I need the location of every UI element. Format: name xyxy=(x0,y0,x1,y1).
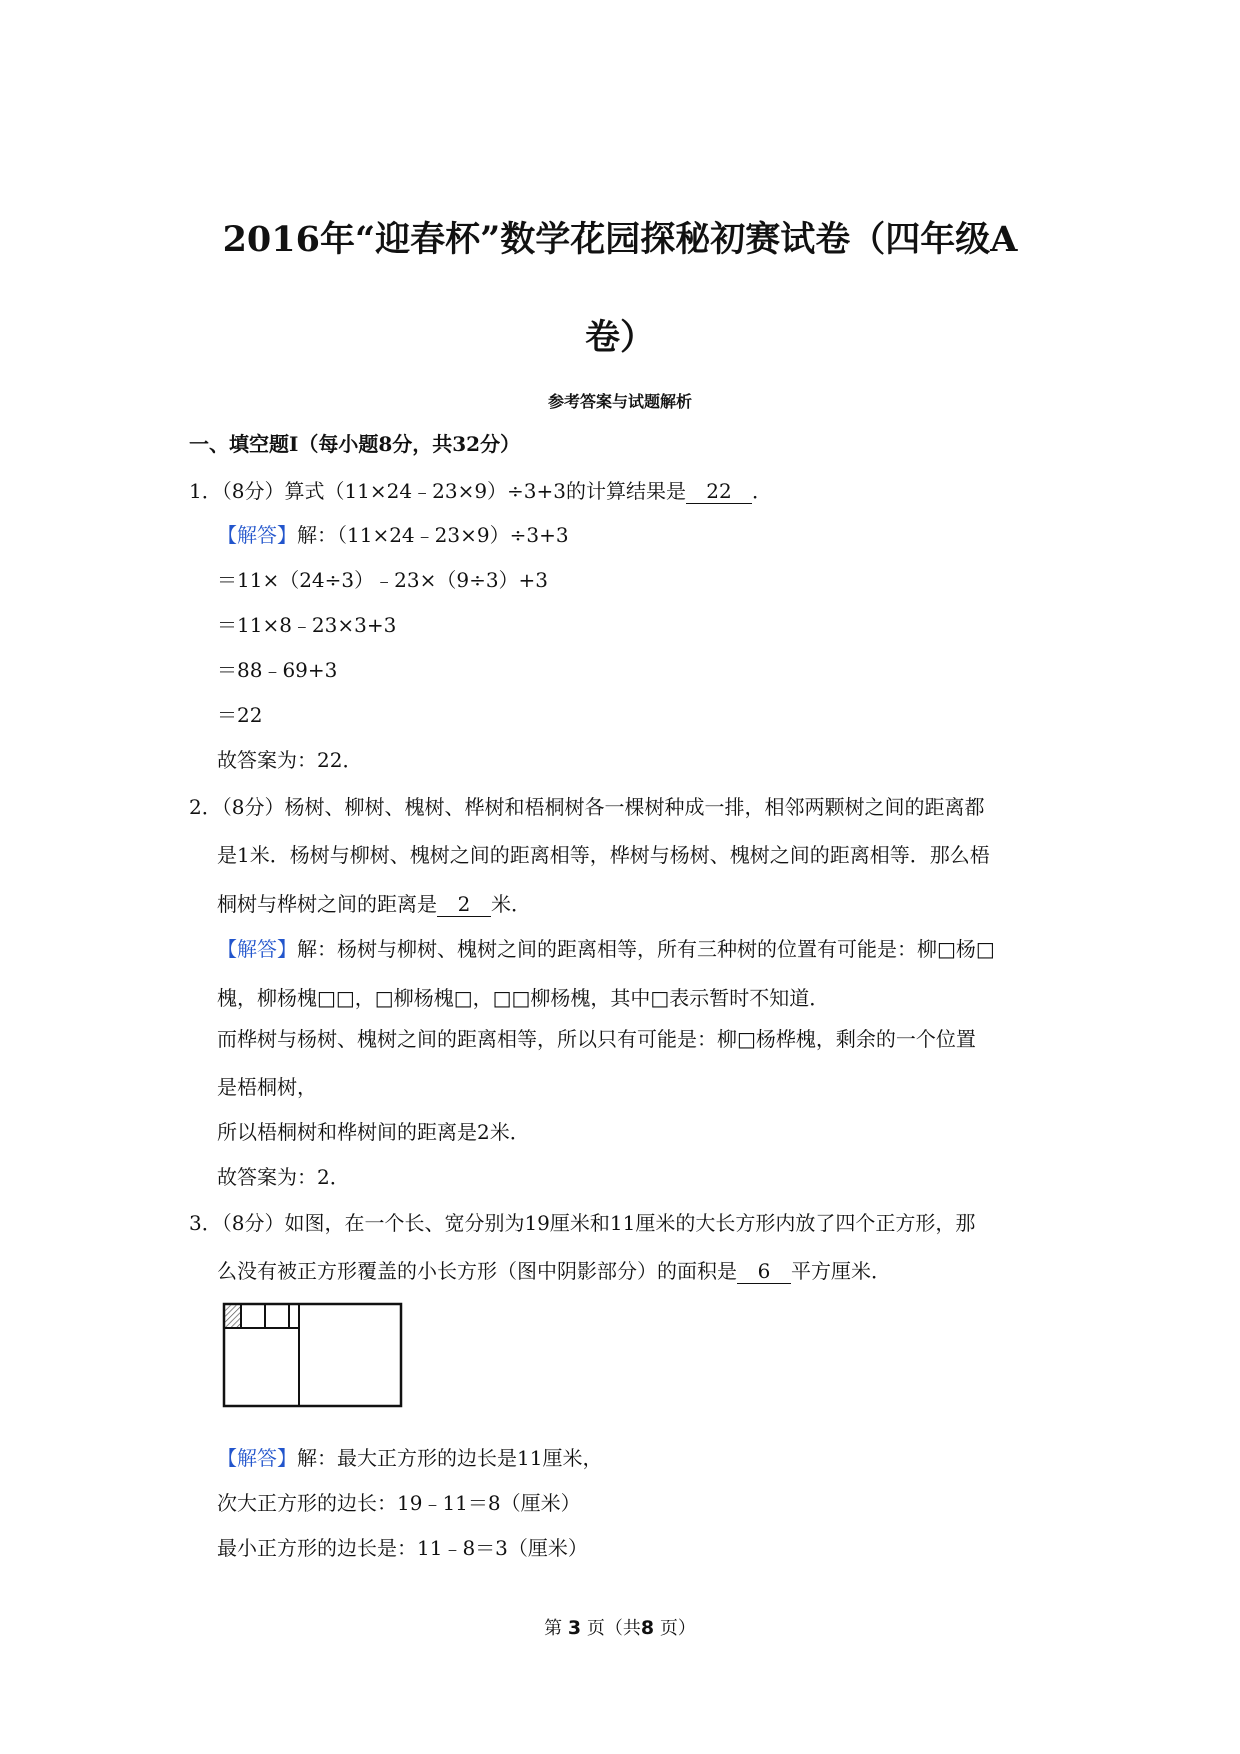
q2-solution-line-4: 是梧桐树， xyxy=(217,1075,317,1099)
footer-total-pages: 8 xyxy=(640,1617,655,1639)
q2-stem-text-1: （8分）杨树、柳树、槐树、桦树和梧桐树各一棵树种成一排，相邻两颗树之间的距离都 xyxy=(221,795,985,819)
q1-step-2: ＝11×8﹣23×3+3 xyxy=(217,613,397,637)
q2-stem-end: 米． xyxy=(491,892,531,916)
shaded-rectangle xyxy=(224,1304,241,1328)
q2-stem-line-3 xyxy=(217,891,531,917)
footer-page-number: 3 xyxy=(567,1617,582,1639)
q1-step-1: ＝11×（24÷3）﹣23×（9÷3）+3 xyxy=(217,568,549,592)
q2-solution-text-1: 解：杨树与柳树、槐树之间的距离相等，所有三种树的位置有可能是：柳□杨□ xyxy=(297,937,995,961)
document-title-line-2: 卷） xyxy=(584,317,655,358)
q3-solution-line-2: 次大正方形的边长：19﹣11＝8（厘米） xyxy=(217,1491,581,1515)
q1-step-3: ＝88﹣69+3 xyxy=(217,658,338,682)
q3-answer-blank: 6 xyxy=(737,1259,791,1284)
q1-step-4: ＝22 xyxy=(217,703,263,727)
squares-figure xyxy=(222,1302,404,1410)
subtitle: 参考答案与试题解析 xyxy=(547,392,692,411)
q2-solution-line-5: 所以梧桐树和桦树间的距离是2米． xyxy=(217,1120,530,1144)
q2-stem-line-1 xyxy=(189,794,984,820)
q3-solution-line-1 xyxy=(217,1445,602,1471)
q1-answer-blank: 22 xyxy=(686,479,752,504)
q1-number: 1． xyxy=(189,479,222,503)
footer-suffix: 页） xyxy=(659,1618,696,1639)
q2-solution-line-3: 而桦树与杨树、槐树之间的距离相等，所以只有可能是：柳□杨桦槐，剩余的一个位置 xyxy=(217,1027,976,1051)
q2-solution-line-1 xyxy=(217,936,995,962)
q2-number: 2． xyxy=(189,795,222,819)
page-footer xyxy=(0,1616,1240,1641)
q3-number: 3． xyxy=(189,1211,222,1235)
q1-solution-text: 解：（11×24﹣23×9）÷3+3 xyxy=(297,523,569,547)
q1-answer-tag: 【解答】 xyxy=(217,523,297,547)
q2-answer-blank: 2 xyxy=(437,892,491,917)
q2-stem-line-2: 是1米．杨树与柳树、槐树之间的距离相等，桦树与杨树、槐树之间的距离相等．那么梧 xyxy=(217,843,990,867)
footer-middle: 页（共 xyxy=(586,1618,641,1639)
q2-stem-text-3: 桐树与桦树之间的距离是 xyxy=(217,892,437,916)
q1-stem-end: ． xyxy=(752,479,773,503)
q1-stem xyxy=(189,478,772,504)
q2-answer-tag: 【解答】 xyxy=(217,937,297,961)
q3-solution-text-1: 解：最大正方形的边长是11厘米， xyxy=(297,1446,603,1470)
q2-solution-line-2: 槐，柳杨槐□□，□柳杨槐□，□□柳杨槐，其中□表示暂时不知道． xyxy=(217,986,830,1010)
q3-stem-text-1: （8分）如图，在一个长、宽分别为19厘米和11厘米的大长方形内放了四个正方形，那 xyxy=(221,1211,976,1235)
q1-stem-text: （8分）算式（11×24﹣23×9）÷3+3的计算结果是 xyxy=(221,479,687,503)
q3-stem-end: 平方厘米． xyxy=(791,1259,891,1283)
footer-prefix: 第 xyxy=(544,1618,563,1639)
q3-stem-line-1 xyxy=(189,1210,975,1236)
q2-conclusion: 故答案为：2． xyxy=(217,1165,350,1189)
q3-answer-tag: 【解答】 xyxy=(217,1446,297,1470)
q3-stem-text-2: 么没有被正方形覆盖的小长方形（图中阴影部分）的面积是 xyxy=(217,1259,737,1283)
q3-solution-line-3: 最小正方形的边长是：11﹣8＝3（厘米） xyxy=(217,1536,588,1560)
q1-conclusion: 故答案为：22． xyxy=(217,748,363,772)
section-heading: 一、填空题Ⅰ（每小题8分，共32分） xyxy=(189,432,521,456)
outer-rectangle xyxy=(224,1304,401,1406)
document-title-line-1: 2016年“迎春杯”数学花园探秘初赛试卷（四年级A xyxy=(222,219,1018,260)
q3-stem-line-2 xyxy=(217,1258,891,1284)
q1-solution-first xyxy=(217,522,569,548)
